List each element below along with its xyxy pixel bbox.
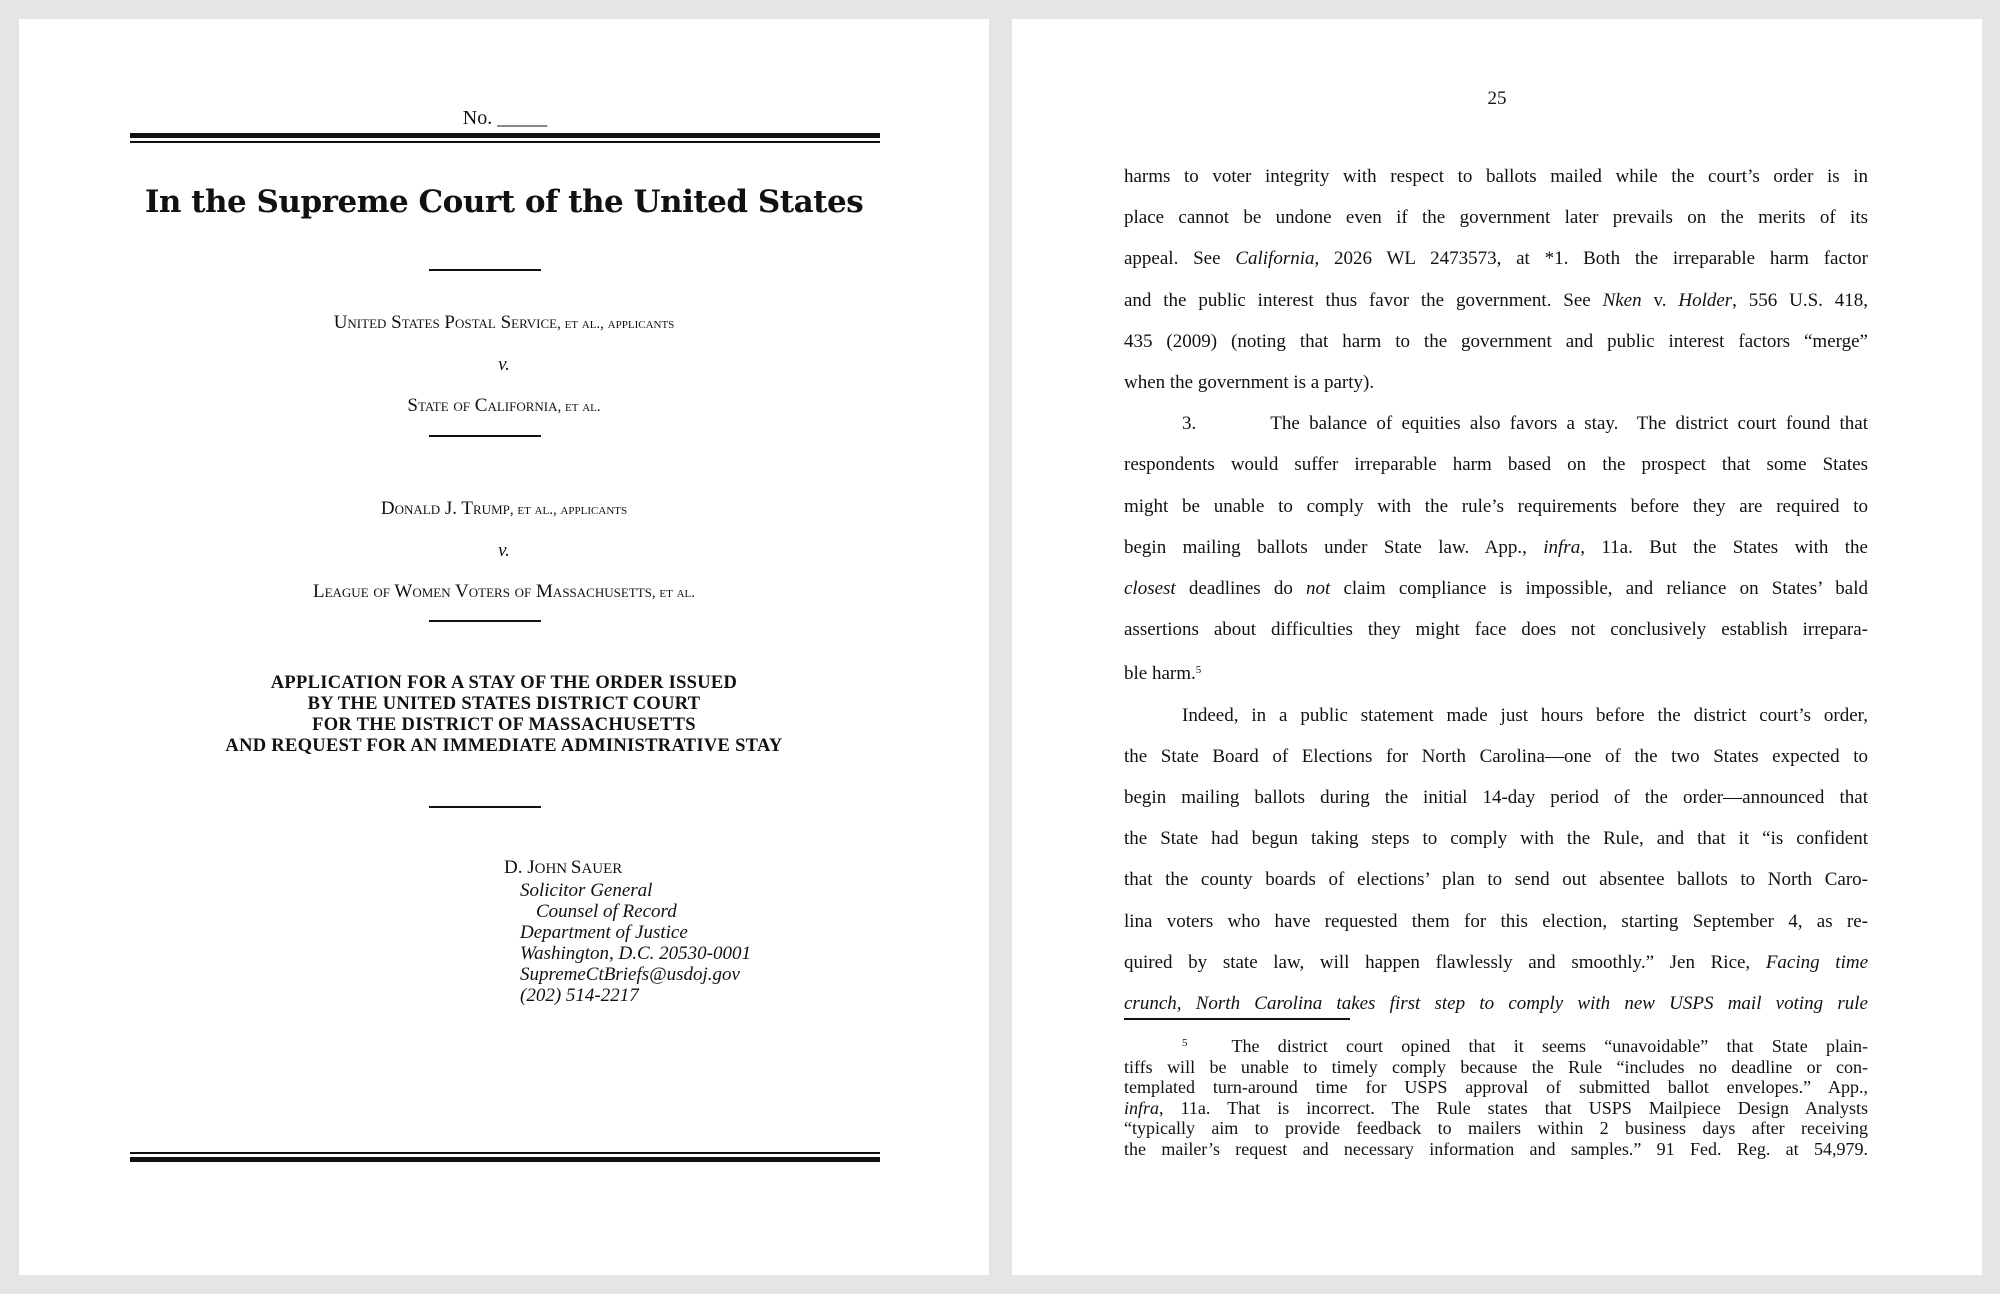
text-line: 435 (2009) (noting that harm to the government and public interest factors “merge” (1124, 330, 1868, 352)
cover-page (19, 19, 989, 1275)
text-line: assertions about difficulties they might face does not conclusively establish irrepara- (1124, 619, 1868, 641)
counsel-department: Department of Justice (520, 922, 688, 943)
counsel-email: SupremeCtBriefs@usdoj.gov (520, 964, 740, 985)
case1-applicant-name: United States Postal Service (333, 312, 558, 333)
counsel-phone: (202) 514-2217 (520, 985, 639, 1006)
text-line: closest deadlines do not claim compliance is impossible, and reliance on States’ bald (1124, 578, 1868, 600)
application-title (19, 673, 989, 757)
counsel-address: Washington, D.C. 20530-0001 (520, 943, 752, 964)
text-line: crunch, North Carolina takes first step to comply with new USPS mail voting rule (1124, 993, 1868, 1015)
case2-applicant (19, 498, 989, 520)
case2-respondent-name: League of Women Voters of Massachusetts (312, 581, 652, 602)
counsel-name: D. JOHN SAUER (504, 857, 623, 878)
divider (429, 269, 541, 271)
case1-respondent (19, 395, 989, 417)
counsel-block (504, 857, 751, 1006)
top-double-rule (130, 133, 880, 143)
brief-page-25 (1012, 19, 1982, 1275)
footnote-line: the mailer’s request and necessary information and samples.” 91 Fed. Reg. at 54,979. (1124, 1138, 1868, 1159)
footnote-line: infra, 11a. That is incorrect. The Rule states that USPS Mailpiece Design Analysts (1124, 1097, 1868, 1118)
case1-respondent-name: State of California (407, 395, 558, 416)
text-line: might be unable to comply with the rule’s requirements before they are required to (1124, 495, 1868, 517)
application-title-line: APPLICATION FOR A STAY OF THE ORDER ISSUED (270, 673, 738, 693)
text-line: lina voters who have requested them for this election, starting September 4, as re- (1124, 910, 1868, 932)
case1-applicant-suffix: , et al., applicants (557, 316, 675, 332)
divider (429, 620, 541, 622)
divider (429, 435, 541, 437)
text-line: ble harm.$^5$ (1124, 663, 1202, 685)
case2-respondent (19, 581, 989, 603)
footnote-line: $^5$ The district court opined that it seems “unavoidable” that State plain- (1182, 1036, 1868, 1056)
page-number: 25 (1487, 88, 1507, 109)
text-line: the State had begun taking steps to comply with the Rule, and that it “is confident (1124, 828, 1868, 850)
text-line: that the county boards of elections’ plan to send out absentee ballots to North Caro- (1124, 869, 1868, 891)
counsel-role: Counsel of Record (536, 901, 677, 922)
case2-applicant-name: Donald J. Trump (380, 498, 510, 519)
footnote-line: “typically aim to provide feedback to mailers within 2 business days after receiving (1124, 1118, 1868, 1138)
case2-versus: v. (498, 540, 510, 561)
paragraph-3 (1124, 695, 1868, 1025)
case2-respondent-suffix: , et al. (651, 585, 696, 601)
case1-versus: v. (498, 354, 510, 375)
application-title-line: FOR THE DISTRICT OF MASSACHUSETTS (312, 715, 696, 735)
divider (429, 806, 541, 808)
bottom-double-rule (130, 1152, 880, 1162)
case1-applicant (19, 312, 989, 334)
paragraph-1 (1124, 156, 1868, 403)
body-text (1124, 156, 1868, 1024)
footnote-line: templated turn-around time for USPS approval of submitted ballot envelopes.” App., (1124, 1077, 1868, 1097)
text-line: appeal. See California, 2026 WL 2473573, at *1. Both the irreparable harm factor (1124, 248, 1869, 270)
text-line: begin mailing ballots during the initial 14-day period of the order—announced that (1124, 787, 1868, 809)
text-line: when the government is a party). (1124, 372, 1375, 394)
application-title-line: BY THE UNITED STATES DISTRICT COURT (307, 694, 701, 714)
text-line: respondents would suffer irreparable harm based on the prospect that some States (1124, 454, 1868, 476)
text-line: 3. The balance of equities also favors a stay. The district court found that (1182, 413, 1868, 435)
paragraph-2 (1124, 403, 1868, 694)
text-line: the State Board of Elections for North Carolina—one of the two States expected to (1124, 745, 1868, 767)
text-line: place cannot be undone even if the government later prevails on the merits of its (1124, 207, 1868, 229)
counsel-title: Solicitor General (520, 880, 653, 901)
footnote-separator (1124, 1018, 1350, 1020)
text-line: quired by state law, will happen flawlessly and smoothly.” Jen Rice, Facing time (1124, 951, 1868, 973)
text-line: Indeed, in a public statement made just hours before the district court’s order, (1182, 704, 1868, 726)
case2-applicant-suffix: , et al., applicants (509, 502, 628, 518)
text-line: begin mailing ballots under State law. App., infra, 11a. But the States with the (1124, 536, 1868, 558)
footnote-5 (1124, 1033, 1868, 1159)
footnote-reference[interactable]: 5 (1195, 664, 1202, 677)
text-line: and the public interest thus favor the government. See Nken v. Holder, 556 U.S. 418, (1124, 289, 1868, 311)
application-title-line: AND REQUEST FOR AN IMMEDIATE ADMINISTRATIVE STAY (225, 736, 783, 756)
case1-respondent-suffix: , et al. (557, 399, 601, 415)
footnote-line: tiffs will be unable to timely comply because the Rule “includes no deadline or con- (1124, 1056, 1868, 1077)
court-title: In the Supreme Court of the United States (144, 184, 864, 220)
footnote-marker: 5 (1182, 1037, 1188, 1049)
text-line: harms to voter integrity with respect to ballots mailed while the court’s order is in (1124, 166, 1868, 187)
docket-number: No. _____ (462, 107, 548, 129)
